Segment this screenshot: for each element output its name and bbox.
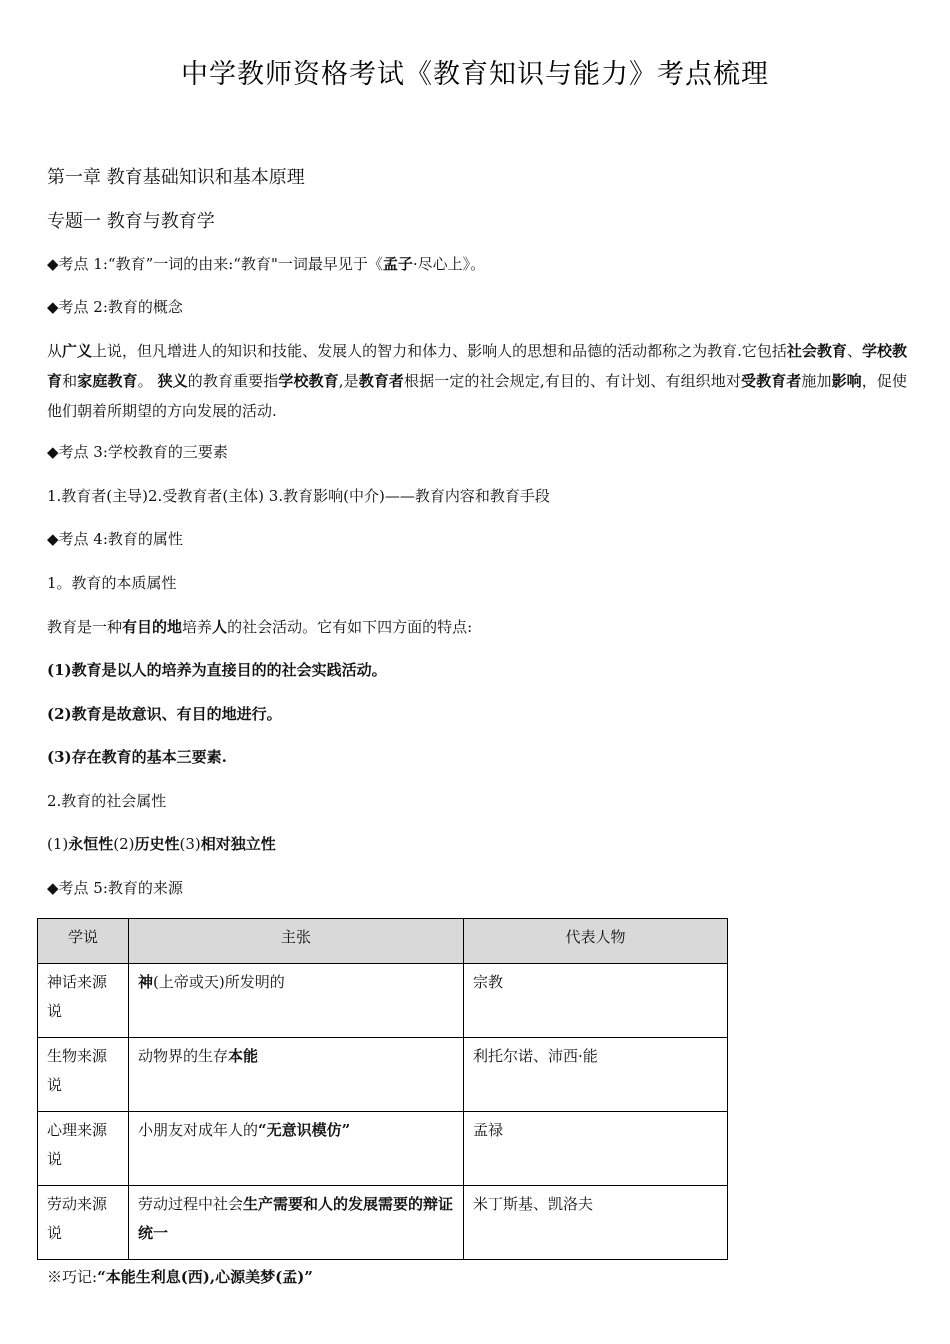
concept-text: ,是: [338, 372, 359, 390]
table-cell-theory: 生物来源说: [38, 1038, 129, 1112]
intro-text: 培养: [182, 618, 213, 636]
feature-text: (2)教育是故意识、有目的地进行。: [47, 705, 282, 723]
concept-text: 的教育重要指: [187, 372, 279, 390]
concept-bold: 广义: [62, 342, 93, 360]
table-cell-people: 宗教: [464, 964, 728, 1038]
attr2-bold: 永恒性: [68, 835, 114, 853]
claim-bold: 本能: [228, 1047, 259, 1065]
table-cell-people: 利托尔诺、沛西·能: [464, 1038, 728, 1112]
concept-text: 上说，但凡增进人的知识和技能、发展人的智力和体力、影响人的思想和品德的活动都称之为教育.它包括: [92, 342, 787, 360]
attr2-bold: 相对独立性: [200, 835, 276, 853]
mnemonic-prefix: ※巧记:: [47, 1268, 98, 1286]
topic-heading: 专题一 教育与教育学: [47, 211, 215, 232]
feature-item: [47, 746, 227, 767]
point1-suffix: ·尽心上》。: [412, 255, 486, 273]
claim-bold: 神: [138, 973, 154, 991]
table-cell-claim: [129, 1186, 464, 1260]
concept-text: 从: [47, 342, 63, 360]
feature-text: (3)存在教育的基本三要素.: [47, 748, 227, 766]
chapter-heading: 第一章 教育基础知识和基本原理: [47, 167, 305, 188]
intro-text: 教育是一种: [47, 618, 123, 636]
table-header: 学说: [38, 919, 129, 964]
point1-bold: 孟子: [382, 255, 413, 273]
page-title: 中学教师资格考试《教育知识与能力》考点梳理: [181, 59, 769, 90]
feature-item: [47, 659, 387, 680]
concept-text: ，促使他们朝着所期望的方向发展的活动.: [47, 372, 907, 420]
claim-text: 动物界的生存: [138, 1047, 229, 1065]
claim-text: (上帝或天)所发明的: [153, 973, 285, 991]
point3-title: ◆考点 3:学校教育的三要素: [47, 443, 228, 461]
concept-bold: 受教育者: [740, 372, 802, 390]
feature-item: [47, 703, 282, 724]
feature-text: (1)教育是以人的培养为直接目的的社会实践活动。: [47, 661, 387, 679]
point3-text: 1.教育者(主导)2.受教育者(主体) 3.教育影响(中介)——教育内容和教育手段: [47, 487, 550, 505]
table-header: 主张: [129, 919, 464, 964]
attr1-intro: [47, 616, 472, 637]
table-cell-people: 孟禄: [464, 1112, 728, 1186]
attr1-title: 1。教育的本质属性: [47, 574, 177, 592]
intro-bold: 有目的地: [122, 618, 183, 636]
table-cell-people: 米丁斯基、凯洛夫: [464, 1186, 728, 1260]
attr2-items: [47, 833, 276, 854]
claim-text: 劳动过程中社会: [138, 1195, 244, 1213]
point5-title: ◆考点 5:教育的来源: [47, 879, 183, 897]
concept-text: 施加: [801, 372, 832, 390]
point1-text: ◆考点 1:“教育”一词的由来:“教育"一词最早见于《: [47, 255, 383, 273]
table-cell-claim: [129, 1112, 464, 1186]
concept-text: 。: [137, 372, 158, 390]
attr2-num: (1): [47, 835, 69, 853]
origin-table: [37, 918, 728, 1260]
intro-bold: 人: [212, 618, 228, 636]
table-cell-claim: [129, 1038, 464, 1112]
point1: [47, 253, 485, 274]
attr2-num: (3): [179, 835, 201, 853]
concept-text: 和: [62, 372, 78, 390]
concept-bold: 学校教育: [278, 372, 339, 390]
concept-paragraph: [47, 336, 907, 426]
intro-text: 的社会活动。它有如下四方面的特点:: [227, 618, 473, 636]
concept-bold: 影响: [831, 372, 862, 390]
table-cell-theory: 心理来源说: [38, 1112, 129, 1186]
table-header: 代表人物: [464, 919, 728, 964]
table-header-row: [38, 919, 728, 964]
table-row: [38, 1038, 728, 1112]
table-cell-theory: 神话来源说: [38, 964, 129, 1038]
concept-bold: 家庭教育: [77, 372, 138, 390]
concept-bold: 教育者: [358, 372, 405, 390]
table-cell-theory: 劳动来源说: [38, 1186, 129, 1260]
concept-bold: 社会教育: [786, 342, 847, 360]
concept-bold: 狭义: [157, 372, 188, 390]
table-row: [38, 964, 728, 1038]
mnemonic-note: [47, 1266, 313, 1287]
table-row: [38, 1186, 728, 1260]
table-row: [38, 1112, 728, 1186]
claim-text: 小朋友对成年人的: [138, 1121, 259, 1139]
claim-bold: “无意识模仿”: [258, 1121, 351, 1139]
attr2-bold: 历史性: [134, 835, 180, 853]
attr2-num: (2): [113, 835, 135, 853]
concept-text: 根据一定的社会规定,有目的、有计划、有组织地对: [404, 372, 741, 390]
claim-bold: 生产需要和人的发展需要的辩证统一: [138, 1195, 454, 1242]
table-cell-claim: [129, 964, 464, 1038]
concept-bold: 学校教育: [47, 342, 907, 390]
mnemonic-bold: “本能生利息(西),心源美梦(孟)”: [97, 1268, 313, 1286]
point2-title: ◆考点 2:教育的概念: [47, 298, 183, 316]
concept-text: 、: [846, 342, 862, 360]
attr2-title: 2.教育的社会属性: [47, 792, 167, 810]
point4-title: ◆考点 4:教育的属性: [47, 530, 183, 548]
